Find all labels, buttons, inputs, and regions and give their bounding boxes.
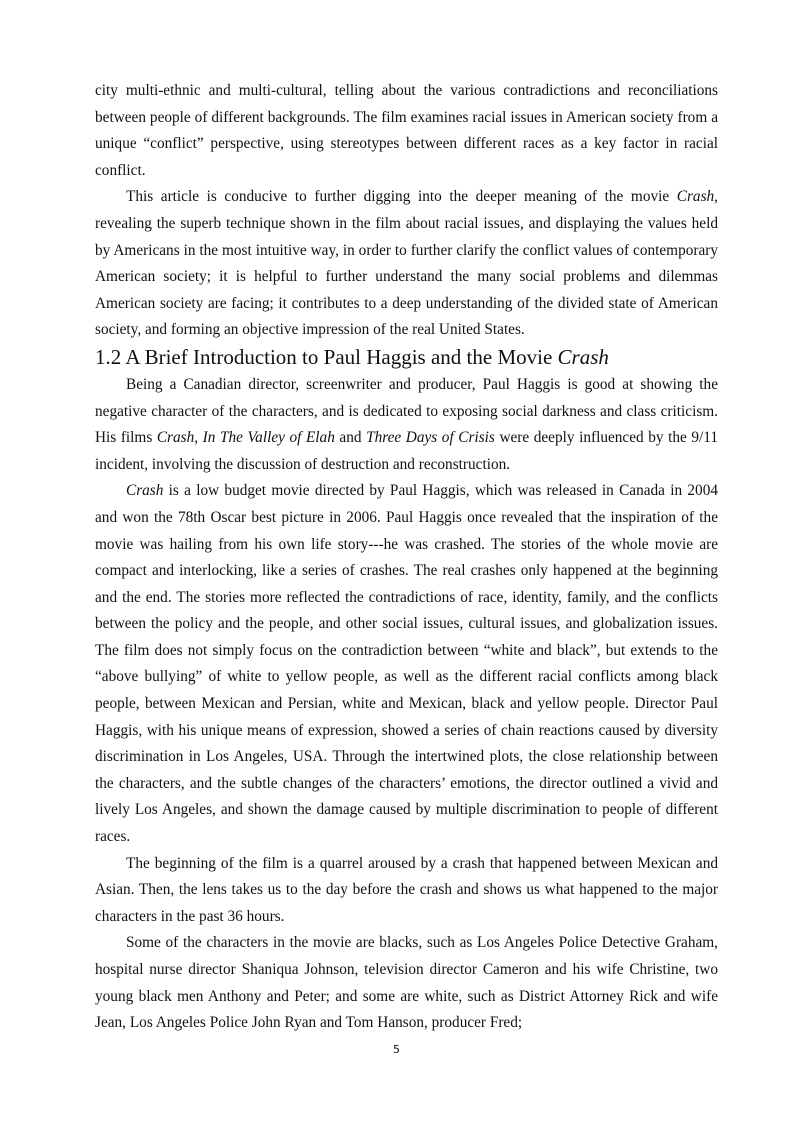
paragraph-body-2 [95, 478, 718, 850]
text-run: were deeply influenced by the 9/11 incident, involving the discussion of destruction and reconstruction. [95, 429, 718, 473]
text-run: Some of the characters in the movie are blacks, such as Los Angeles Police Detective Graham, hospital nurse director Shaniqua Johnson, television director Cameron and his wife Christine, two young black men Anthony and Peter; and some are white, such as District Attorney Rick and wife Jean, Los Angeles Police John Ryan and Tom Hanson, producer Fred; [95, 934, 718, 1032]
paragraph-body-3 [95, 851, 718, 931]
page-number: 5 [393, 1043, 400, 1056]
document-page [95, 78, 718, 1037]
paragraph-body-4 [95, 930, 718, 1036]
text-run: city multi-ethnic and multi-cultural, telling about the various contradictions and reconciliations between people of different backgrounds. The film examines racial issues in American society from a unique “conflict” perspective, using stereotypes between different races as a key factor in racial conflict. [95, 82, 718, 179]
text-run: and [334, 429, 367, 447]
italic-title: Crash [557, 344, 609, 369]
text-run: , revealing the superb technique shown in the film about racial issues, and displaying the values held by Americans in the most intuitive way, in order to further clarify the conflict values of contemporary American society; it is helpful to further understand the many social problems and dilemmas American society are facing; it contributes to a deep understanding of the divided state of American society, and forming an objective impression of the real United States. [95, 188, 718, 339]
paragraph-body-1 [95, 372, 718, 478]
italic-title: Crash [156, 429, 195, 447]
text-run: , [194, 429, 203, 447]
text-run: The beginning of the film is a quarrel aroused by a crash that happened between Mexican and Asian. Then, the lens takes us to the day before the crash and shows us what happened to the major characters in the past 36 hours. [95, 854, 718, 925]
text-run: Being a Canadian director, screenwriter and producer, Paul Haggis is good at showing the negative character of the characters, and is dedicated to exposing social darkness and class criticism. His films [95, 375, 718, 447]
text-run: is a low budget movie directed by Paul Haggis, which was released in Canada in 2004 and won the 78th Oscar best picture in 2006. Paul Haggis once revealed that the inspiration of the movie was hailing from his own life story---he was crashed. The stories of the whole movie are compact and interlocking, like a series of crashes. The real crashes only happened at the beginning and the end. The stories more reflected the contradictions of race, identity, family, and the conflicts between the policy and the people, and other social issues, cultural issues, and globalization issues. The film does not simply focus on the contradiction between “white and black”, but extends to the “above bullying” of white to yellow people, as well as the different racial conflicts among black people, between Mexican and Persian, white and Mexican, black and yellow people. Director Paul Haggis, with his unique means of expression, showed a series of chain reactions caused by diversity discrimination in Los Angeles, USA. Through the intertwined plots, the close relationship between the characters, and the subtle changes of the characters’ emotions, the director outlined a vivid and lively Los Angeles, and shown the damage caused by multiple discrimination to people of different races. [95, 482, 718, 846]
text-run: 1.2 A Brief Introduction to Paul Haggis and the Movie [95, 344, 558, 369]
text-run: This article is conducive to further digging into the deeper meaning of the movie [126, 188, 677, 206]
italic-title: Crash [676, 188, 715, 206]
paragraph-intro-1 [95, 78, 718, 184]
paragraph-intro-2 [95, 184, 718, 344]
section-heading [95, 342, 718, 372]
italic-title: Crash [126, 482, 164, 500]
italic-title: Three Days of Crisis [366, 429, 495, 447]
italic-title: In The Valley of Elah [202, 429, 335, 447]
